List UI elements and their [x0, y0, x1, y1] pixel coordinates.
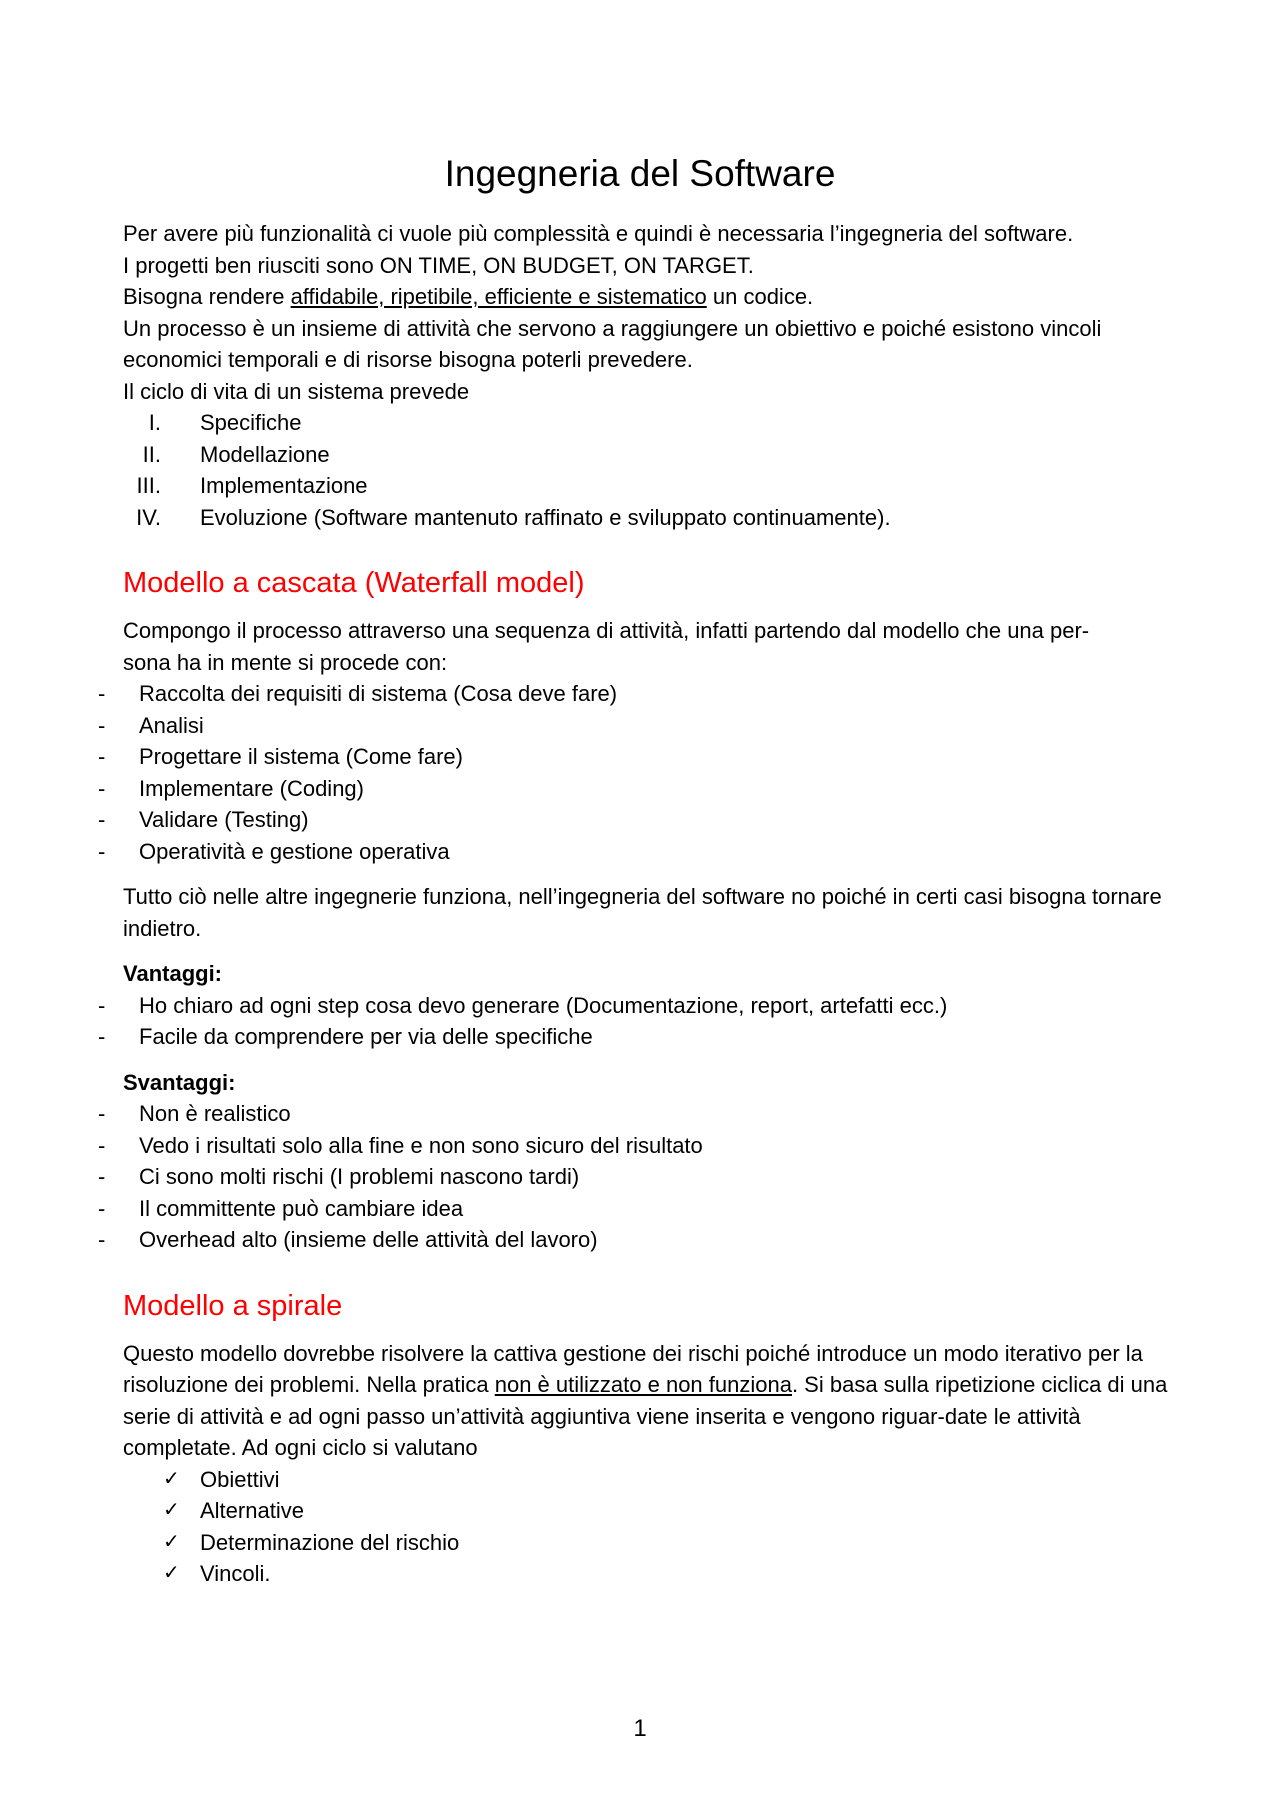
checkmark-icon: ✓: [163, 1530, 180, 1553]
waterfall-intro-line-1: Compongo il processo attraverso una sequenza di attività, infatti partendo dal modello che una per-: [123, 618, 1090, 643]
spiral-paragraph-post-a: . Si basa sulla ripetizione ciclica di una serie di attività e ad ogni passo un’attività aggiuntiva viene inserita e vengono riguar-: [123, 1372, 1168, 1429]
dash-bullet: -: [98, 992, 106, 1018]
dash-bullet: -: [98, 1227, 106, 1252]
checklist-item: [123, 1527, 1173, 1559]
waterfall-steps-list: [0, 678, 1173, 867]
spiral-underlined-text: non è utilizzato e non funziona: [494, 1372, 792, 1397]
intro-line-2: I progetti ben riusciti sono ON TIME, ON BUDGET, ON TARGET.: [123, 252, 754, 278]
list-item: [0, 1098, 1173, 1130]
lifecycle-item: [123, 502, 1173, 534]
intro-underlined-qualities: affidabile, ripetibile, efficiente e sistematico: [290, 284, 707, 309]
checkmark-icon: ✓: [163, 1562, 180, 1584]
advantages-label: Vantaggi:: [123, 961, 223, 986]
checklist-text: Obiettivi: [200, 1466, 280, 1492]
dash-bullet: -: [98, 1164, 106, 1189]
waterfall-note: Tutto ciò nelle altre ingegnerie funziona, nell’ingegneria del software no poiché in certi casi bisogna tornare indietro.: [123, 884, 1162, 941]
dash-bullet: -: [98, 712, 106, 738]
list-item-text: Operatività e gestione operativa: [139, 838, 450, 864]
dash-bullet: -: [98, 1101, 106, 1126]
dash-bullet: -: [98, 681, 106, 706]
dash-bullet: -: [98, 1024, 106, 1049]
list-item: [0, 1193, 1173, 1225]
spiral-paragraph-pre: Questo modello dovrebbe risolvere la cattiva gestione dei rischi poiché introduce un modo iterativo per la risoluzione dei problemi. Nella pratica: [123, 1340, 1143, 1397]
waterfall-heading: Modello a cascata (Waterfall model): [123, 567, 585, 599]
list-item: [0, 773, 1173, 805]
checklist-item: [123, 1464, 1173, 1496]
list-item: [0, 678, 1173, 710]
list-item: [0, 804, 1173, 836]
intro-line-3-post: un codice.: [706, 284, 814, 309]
lifecycle-text: Evoluzione (Software mantenuto raffinato e sviluppato continuamente).: [200, 504, 891, 530]
checklist-text: Vincoli.: [200, 1561, 271, 1586]
lifecycle-item: [123, 439, 1173, 471]
list-item-text: Ci sono molti rischi (I problemi nascono tardi): [139, 1164, 580, 1189]
list-item: [0, 1021, 1173, 1053]
dash-bullet: -: [98, 744, 106, 769]
intro-line-1: Per avere più funzionalità ci vuole più complessità e quindi è necessaria l’ingegneria del software.: [123, 221, 1074, 246]
disadvantages-list: [0, 1098, 1173, 1256]
spiral-paragraph: [123, 1338, 1173, 1464]
list-item-text: Ho chiaro ad ogni step cosa devo generare (Documentazione, report, artefatti ecc.): [139, 992, 948, 1018]
disadvantages-label: Svantaggi:: [123, 1069, 236, 1095]
lifecycle-numeral: II.: [142, 441, 161, 467]
list-item-text: Raccolta dei requisiti di sistema (Cosa deve fare): [139, 681, 618, 706]
intro-section: [123, 218, 1173, 533]
dash-bullet: -: [98, 807, 106, 832]
list-item: [0, 710, 1173, 742]
checklist-text: Alternative: [200, 1498, 304, 1523]
waterfall-section: [98, 563, 1173, 1256]
checklist-text: Determinazione del rischio: [200, 1529, 460, 1555]
intro-line-3-pre: Bisogna rendere: [123, 284, 291, 309]
lifecycle-text: Specifiche: [200, 410, 302, 435]
page-title: Ingegneria del Software: [444, 153, 836, 194]
lifecycle-numeral: I.: [148, 410, 161, 435]
lifecycle-list: [123, 407, 1173, 533]
lifecycle-item: [123, 407, 1173, 439]
intro-line-4: Un processo è un insieme di attività che servono a raggiungere un obiettivo e poiché esistono vincoli economici temporali e di risorse bisogna poterli prevedere.: [123, 315, 1102, 372]
waterfall-intro-line-2: sona ha in mente si procede con:: [123, 649, 448, 675]
intro-line-5: Il ciclo di vita di un sistema prevede: [123, 378, 470, 404]
spiral-section: [123, 1286, 1173, 1590]
lifecycle-text: Implementazione: [200, 473, 368, 498]
lifecycle-item: [123, 470, 1173, 502]
list-item-text: Progettare il sistema (Come fare): [139, 744, 463, 769]
list-item: [0, 1130, 1173, 1162]
list-item: [0, 741, 1173, 773]
checklist-item: [123, 1558, 1173, 1590]
list-item: [0, 836, 1173, 868]
spiral-paragraph-post-b: date le attività completate. Ad ogni ciclo si valutano: [123, 1403, 1081, 1460]
list-item-text: Vedo i risultati solo alla fine e non sono sicuro del risultato: [139, 1132, 703, 1158]
list-item-text: Analisi: [139, 712, 204, 738]
dash-bullet: -: [98, 1195, 106, 1221]
advantages-list: [0, 990, 1173, 1053]
lifecycle-text: Modellazione: [200, 441, 330, 467]
lifecycle-numeral: IV.: [136, 504, 161, 530]
page-content: [98, 150, 1173, 1590]
page-number: 1: [633, 1715, 647, 1742]
list-item-text: Overhead alto (insieme delle attività del lavoro): [139, 1227, 598, 1252]
dash-bullet: -: [98, 838, 106, 864]
list-item: [0, 990, 1173, 1022]
spiral-heading: Modello a spirale: [123, 1289, 343, 1322]
list-item-text: Validare (Testing): [139, 807, 309, 832]
checkmark-icon: ✓: [163, 1499, 180, 1521]
dash-bullet: -: [98, 1132, 106, 1158]
list-item: [0, 1224, 1173, 1256]
lifecycle-numeral: III.: [136, 473, 161, 498]
list-item: [0, 1161, 1173, 1193]
list-item-text: Facile da comprendere per via delle specifiche: [139, 1024, 593, 1049]
intro-line-3: [123, 281, 1173, 313]
spiral-checklist: [123, 1464, 1173, 1590]
dash-bullet: -: [98, 775, 106, 801]
list-item-text: Il committente può cambiare idea: [139, 1195, 464, 1221]
list-item-text: Implementare (Coding): [139, 775, 364, 801]
list-item-text: Non è realistico: [139, 1101, 291, 1126]
checklist-item: [123, 1495, 1173, 1527]
checkmark-icon: ✓: [163, 1467, 180, 1490]
